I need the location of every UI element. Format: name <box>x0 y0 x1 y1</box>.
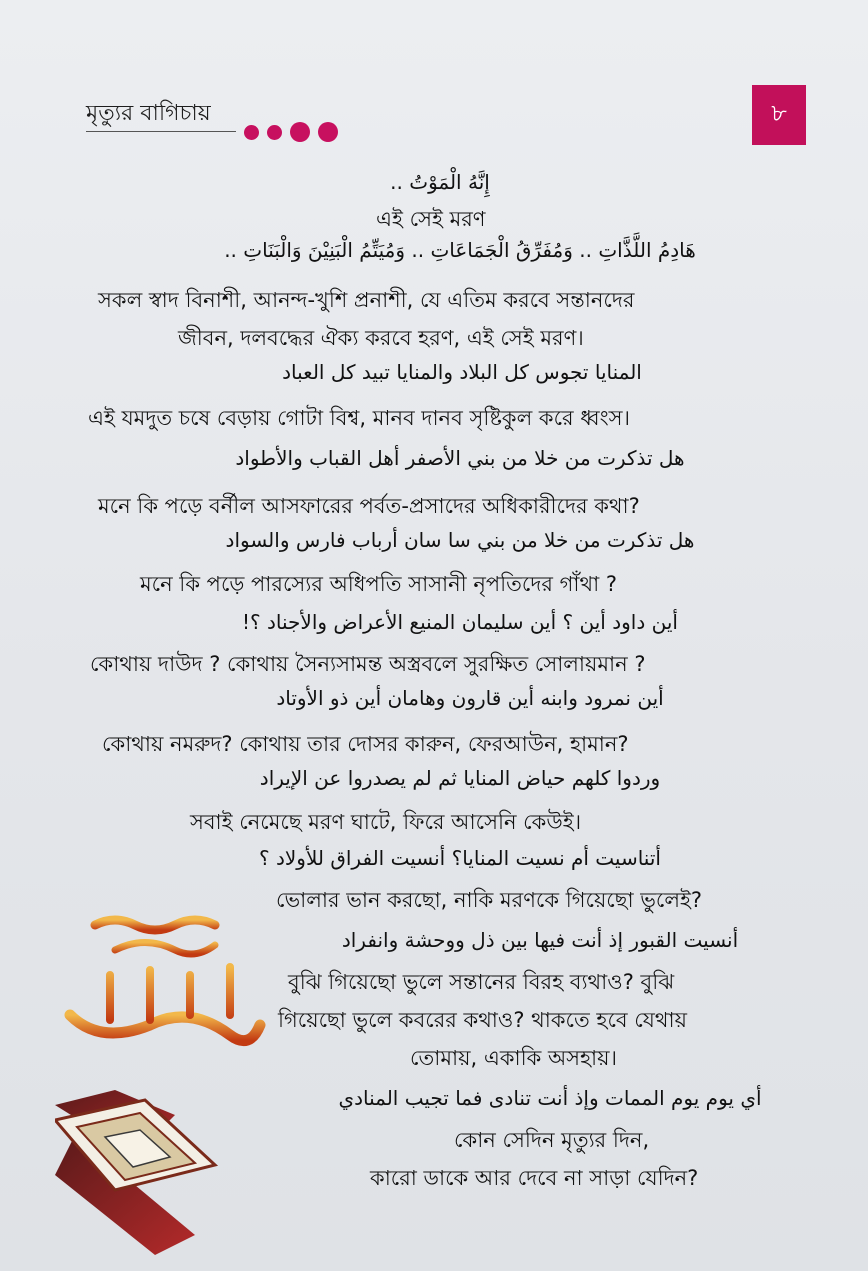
bengali-line: মনে কি পড়ে পারস্যের অধিপতি সাসানী নৃপতিদের গাঁথা ? <box>140 572 617 596</box>
dot-icon <box>290 122 310 142</box>
bengali-line: সকল স্বাদ বিনাশী, আনন্দ-খুশি প্রনাশী, যে এতিম করবে সন্তানদের <box>98 288 635 312</box>
running-header <box>86 96 356 142</box>
bengali-line: এই সেই মরণ <box>376 207 486 231</box>
arabic-line: إِنَّهُ الْمَوْتُ .. <box>390 170 490 194</box>
bengali-line: কারো ডাকে আর দেবে না সাড়া যেদিন? <box>370 1166 699 1190</box>
bengali-line: জীবন, দলবদ্ধের ঐক্য করবে হরণ, এই সেই মরণ। <box>178 326 584 350</box>
bengali-line: গিয়েছো ভুলে কবরের কথাও? থাকতে হবে যেথায় <box>278 1008 687 1032</box>
bengali-line: তোমায়, একাকি অসহায়। <box>410 1046 618 1070</box>
header-dots <box>244 122 338 142</box>
arabic-line: هل تذكرت من خلا من بني الأصفر أهل القباب والأطواد <box>235 446 685 470</box>
bengali-line: সবাই নেমেছে মরণ ঘাটে, ফিরে আসেনি কেউই। <box>190 810 582 834</box>
dot-icon <box>267 125 282 140</box>
arabic-line: أين داود أين ؟ أين سليمان المنيع الأعراض والأجناد ؟! <box>242 610 678 634</box>
bengali-line: বুঝি গিয়েছো ভুলে সন্তানের বিরহ ব্যথাও? বুঝি <box>288 970 675 994</box>
bengali-line: কোথায় দাউদ ? কোথায় সৈন্যসামন্ত অস্ত্রবলে সুরক্ষিত সোলায়মান ? <box>90 652 646 676</box>
arabic-line: أتناسيت أم نسيت المنايا؟ أنسيت الفراق للأولاد ؟ <box>259 846 661 870</box>
dot-icon <box>244 125 259 140</box>
arabic-line: هَادِمُ اللَّذَّاتِ .. وَمُفَرِّقُ الْجَمَاعَاتِ .. وَمُيَتِّمُ الْبَنِيْنَ وَالْبَنَاتِ .. <box>224 238 696 262</box>
bengali-line: মনে কি পড়ে বর্নীল আসফারের পর্বত-প্রসাদের অধিকারীদের কথা? <box>98 494 640 518</box>
quran-calligraphy-icon <box>55 905 270 1271</box>
arabic-line: أي يوم يوم الممات وإذ أنت تنادى فما تجيب المنادي <box>338 1086 762 1110</box>
bengali-line: কোন সেদিন মৃত্যুর দিন, <box>454 1128 650 1152</box>
header-rule <box>86 131 236 132</box>
arabic-line: المنايا تجوس كل البلاد والمنايا تبيد كل العباد <box>282 360 642 384</box>
bengali-line: ভোলার ভান করছো, নাকি মরণকে গিয়েছো ভুলেই? <box>276 888 703 912</box>
arabic-line: وردوا كلهم حياض المنايا ثم لم يصدروا عن الإيراد <box>259 766 661 790</box>
chapter-title: মৃত্যুর বাগিচায় <box>86 101 211 126</box>
bengali-line: এই যমদুত চষে বেড়ায় গোটা বিশ্ব, মানব দানব সৃষ্টিকুল করে ধ্বংস। <box>88 406 631 430</box>
page-number: ৮ <box>752 85 806 145</box>
arabic-line: أين نمرود وابنه أين قارون وهامان أين ذو الأوتاد <box>276 686 664 710</box>
dot-icon <box>318 122 338 142</box>
arabic-line: أنسيت القبور إذ أنت فيها بين ذل ووحشة وانفراد <box>341 928 739 952</box>
bengali-line: কোথায় নমরুদ? কোথায় তার দোসর কারুন, ফেরআউন, হামান? <box>102 732 629 756</box>
arabic-line: هل تذكرت من خلا من بني سا سان أرباب فارس والسواد <box>225 528 695 552</box>
